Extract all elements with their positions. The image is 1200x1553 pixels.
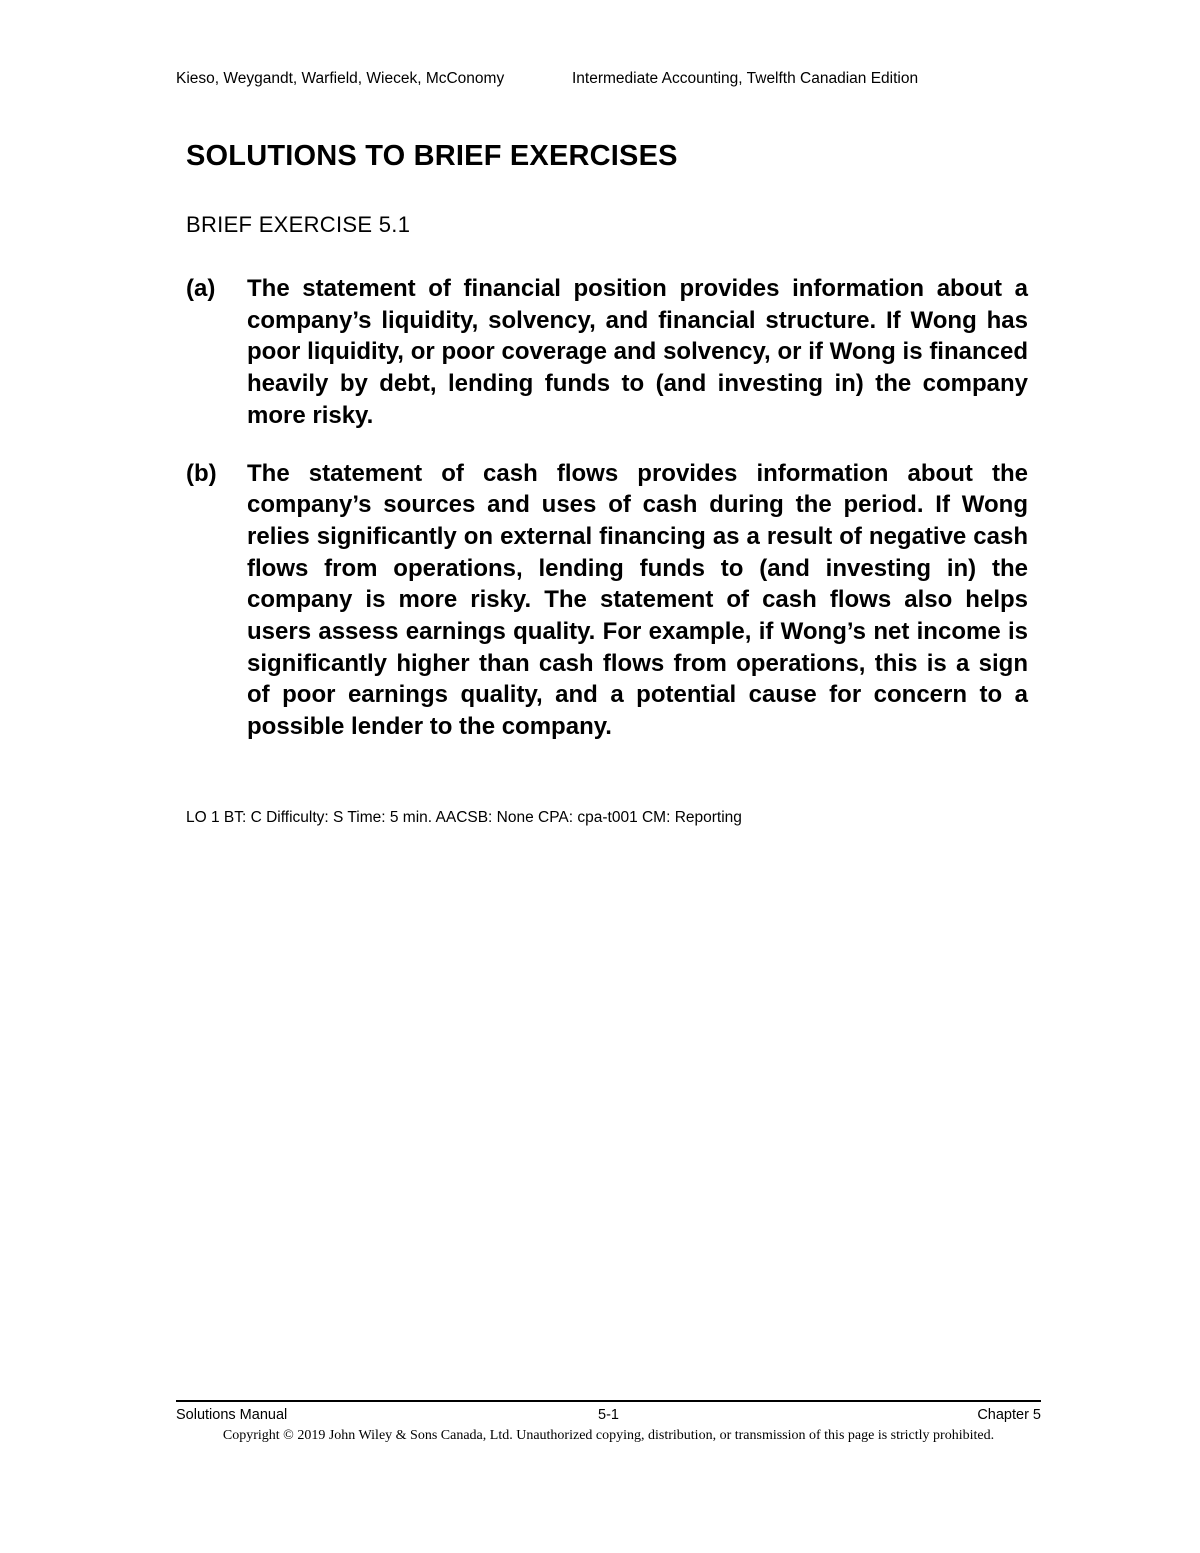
header-book-title: Intermediate Accounting, Twelfth Canadian Edition	[572, 70, 919, 87]
exercise-heading: BRIEF EXERCISE 5.1	[186, 212, 411, 237]
exercise-tags: LO 1 BT: C Difficulty: S Time: 5 min. AACSB: None CPA: cpa-t001 CM: Reporting	[186, 809, 742, 826]
running-header	[176, 70, 1036, 88]
footer-page-number: 5-1	[598, 1407, 619, 1423]
answer-b	[186, 458, 1028, 743]
page-title: SOLUTIONS TO BRIEF EXERCISES	[186, 140, 678, 172]
answer-list	[186, 273, 1028, 743]
answer-b-text: The statement of cash flows provides information about the company’s sources and uses of cash during the period. If Wong relies significantly on external financing as a result of negative cash flows from operations, lending funds to (and investing in) the company is more risky. The statement of cash flows also helps users assess earnings quality. For example, if Wong’s net income is significantly higher than cash flows from operations, this is a sign of poor earnings quality, and a potential cause for concern to a possible lender to the company.	[247, 459, 1028, 741]
footer-line	[176, 1407, 1041, 1427]
answer-a	[186, 273, 1028, 432]
answer-a-marker: (a)	[186, 275, 216, 302]
answer-b-marker: (b)	[186, 459, 217, 487]
answer-a-text: The statement of financial position provides information about a company’s liquidity, solvency, and financial structure. If Wong has poor liquidity, or poor coverage and solvency, or if Wong is financed heavily by debt, lending funds to (and investing in) the company more risky.	[247, 275, 1028, 429]
page-footer	[176, 1400, 1041, 1444]
footer-rule	[176, 1400, 1041, 1402]
footer-chapter: Chapter 5	[977, 1407, 1041, 1423]
footer-manual: Solutions Manual	[176, 1407, 288, 1423]
header-authors: Kieso, Weygandt, Warfield, Wiecek, McConomy	[176, 70, 505, 87]
footer-copyright: Copyright © 2019 John Wiley & Sons Canada, Ltd. Unauthorized copying, distribution, or transmission of this page is strictly prohibited.	[222, 1428, 995, 1443]
